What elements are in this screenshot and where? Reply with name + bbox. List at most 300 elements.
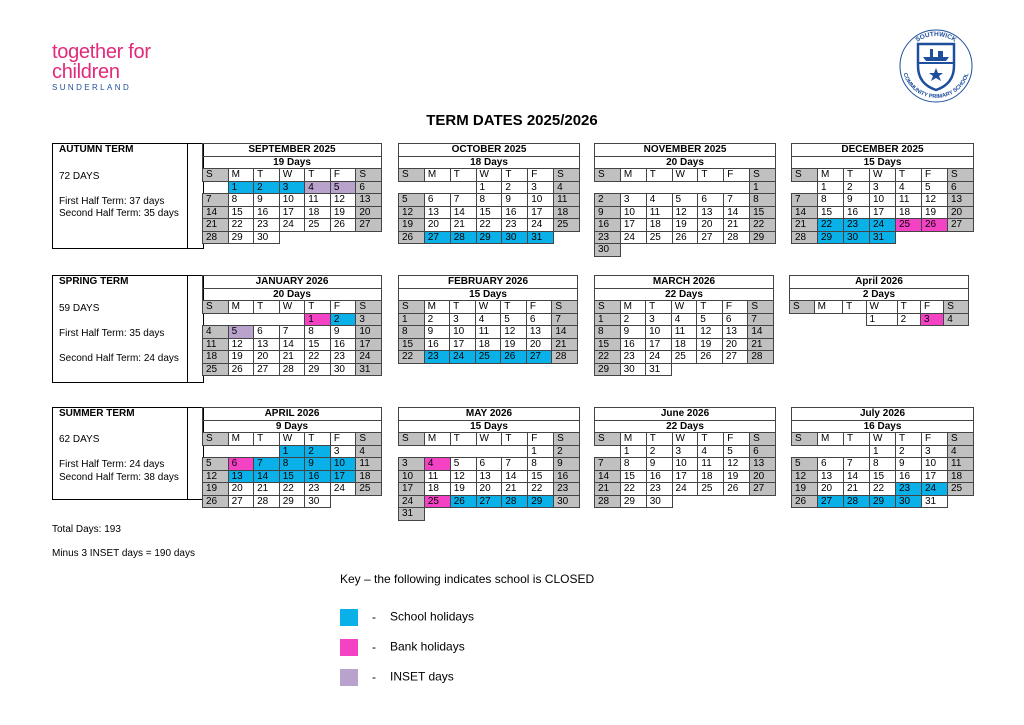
weekday-header: F [526,301,552,314]
day-cell: 27 [750,483,776,496]
day-cell: 27 [356,219,382,232]
day-cell: 2 [305,445,331,458]
weekday-header: M [818,433,844,446]
weekday-header: T [305,301,331,314]
term-total: 62 DAYS [59,434,100,445]
week-row [595,351,774,364]
week-row [792,483,974,496]
month-title-row [399,408,580,421]
week-row [790,313,969,326]
day-cell: 25 [475,351,501,364]
month-day-count: 15 Days [399,288,578,301]
day-cell: 30 [330,363,356,376]
week-row [203,483,382,496]
day-cell: 4 [896,181,922,194]
day-cell: 19 [450,483,476,496]
week-row [203,495,382,508]
day-cell: 8 [595,326,621,339]
day-cell: 1 [870,445,896,458]
day-cell: 18 [424,483,450,496]
day-cell: 30 [896,495,922,508]
day-cell: 5 [450,458,476,471]
day-cell: 6 [254,326,280,339]
month-title: OCTOBER 2025 [399,144,580,157]
weekday-header: T [698,433,724,446]
day-cell: 16 [330,338,356,351]
weekday-header: S [552,301,578,314]
month-day-count: 18 Days [399,156,580,169]
day-cell: 9 [330,326,356,339]
day-cell: 9 [646,458,672,471]
day-cell: 25 [948,483,974,496]
weekday-header-row [203,301,382,314]
day-cell: 15 [279,470,305,483]
weekday-header: S [595,301,621,314]
day-cell: 23 [554,483,580,496]
month-days-row [792,156,974,169]
crest-shield-icon [918,44,954,90]
term-second-half: Second Half Term: 35 days [59,208,179,219]
empty-cell [620,244,646,257]
day-cell: 3 [646,313,672,326]
day-cell: 17 [870,206,896,219]
month-title-row [595,276,774,289]
empty-cell [554,231,580,244]
summer-term-info [52,407,204,500]
day-cell: 23 [330,351,356,364]
day-cell: 14 [279,338,305,351]
week-row [399,338,578,351]
day-cell: 23 [254,219,280,232]
day-cell: 2 [897,313,920,326]
weekday-header: F [724,169,750,182]
day-cell: 9 [554,458,580,471]
weekday-header-row [399,301,578,314]
empty-cell [748,363,774,376]
weekday-header: S [595,169,621,182]
day-cell: 30 [646,495,672,508]
day-cell: 8 [870,458,896,471]
day-cell: 5 [203,458,229,471]
empty-cell [595,181,621,194]
month-title-row [203,408,382,421]
day-cell: 21 [450,219,476,232]
day-cell: 21 [748,338,774,351]
weekday-header: S [554,433,580,446]
weekday-header: S [356,169,382,182]
day-cell: 14 [254,470,280,483]
day-cell: 25 [646,231,672,244]
weekday-header: F [528,169,554,182]
day-cell: 7 [552,313,578,326]
weekday-header-row [595,301,774,314]
day-cell: 29 [750,231,776,244]
empty-cell [356,495,382,508]
day-cell: 9 [620,326,646,339]
day-cell: 11 [424,470,450,483]
month-day-count: 22 Days [595,288,774,301]
logo-text-children: children [52,61,120,83]
weekday-header-row [595,433,776,446]
week-row [399,483,580,496]
day-cell: 22 [620,483,646,496]
day-cell: 7 [254,458,280,471]
day-cell: 26 [399,231,425,244]
day-cell: 2 [896,445,922,458]
month-days-row [792,420,974,433]
day-cell: 18 [671,338,697,351]
day-cell: 19 [922,206,948,219]
day-cell: 13 [722,326,748,339]
weekday-header: F [922,169,948,182]
day-cell: 23 [305,483,331,496]
day-cell: 7 [595,458,621,471]
day-cell: 1 [818,181,844,194]
weekday-header: M [424,301,450,314]
month-days-row [595,156,776,169]
day-cell: 22 [528,483,554,496]
month-days-row [399,288,578,301]
day-cell: 3 [870,181,896,194]
day-cell: 3 [330,445,356,458]
weekday-header: T [896,433,922,446]
week-row [792,194,974,207]
empty-cell [698,495,724,508]
day-cell: 11 [896,194,922,207]
weekday-header: F [724,433,750,446]
day-cell: 26 [922,219,948,232]
calendar-april-2026 [202,407,382,508]
week-row [595,495,776,508]
day-cell: 23 [502,219,528,232]
day-cell: 28 [748,351,774,364]
day-cell: 21 [254,483,280,496]
day-cell: 12 [399,206,425,219]
day-cell: 10 [646,326,672,339]
weekday-header-row [203,169,382,182]
day-cell: 25 [671,351,697,364]
autumn-term-info [52,143,204,249]
day-cell: 6 [424,194,450,207]
week-row [792,206,974,219]
calendar-september-2025 [202,143,382,244]
term-first-half: First Half Term: 35 days [59,328,165,339]
logo-text-sunderland: SUNDERLAND [52,83,132,92]
day-cell: 18 [896,206,922,219]
empty-cell [671,363,697,376]
day-cell: 6 [948,181,974,194]
logo-text-2: ther [89,41,123,63]
weekday-header: W [866,301,897,314]
day-cell: 15 [399,338,425,351]
day-cell: 20 [356,206,382,219]
week-row [203,470,382,483]
day-cell: 22 [476,219,502,232]
day-cell: 7 [502,458,528,471]
day-cell: 8 [528,458,554,471]
day-cell: 30 [305,495,331,508]
day-cell: 26 [697,351,723,364]
weekday-header: F [922,433,948,446]
week-row [595,338,774,351]
day-cell: 6 [356,181,382,194]
weekday-header: S [203,301,229,314]
day-cell: 24 [399,495,425,508]
empty-cell [646,244,672,257]
month-day-count: 19 Days [203,156,382,169]
day-cell: 24 [620,231,646,244]
day-cell: 29 [870,495,896,508]
day-cell: 4 [554,181,580,194]
weekday-header: T [646,301,672,314]
empty-cell [843,313,866,326]
weekday-header: T [896,169,922,182]
term-first-half: First Half Term: 37 days [59,196,165,207]
month-title: NOVEMBER 2025 [595,144,776,157]
month-days-row [595,288,774,301]
day-cell: 14 [724,206,750,219]
week-row [399,231,580,244]
week-row [203,326,382,339]
week-row [399,326,578,339]
day-cell: 20 [526,338,552,351]
day-cell: 2 [646,445,672,458]
calendar-march-2026 [594,275,774,376]
day-cell: 20 [750,470,776,483]
day-cell: 31 [922,495,948,508]
day-cell: 21 [844,483,870,496]
day-cell: 6 [526,313,552,326]
month-title-row [595,408,776,421]
day-cell: 20 [722,338,748,351]
month-title: June 2026 [595,408,776,421]
weekday-header: T [698,169,724,182]
day-cell: 14 [203,206,229,219]
weekday-header: F [722,301,748,314]
day-cell: 16 [896,470,922,483]
day-cell: 14 [450,206,476,219]
weekday-header: T [305,169,331,182]
day-cell: 5 [330,181,356,194]
empty-cell [672,244,698,257]
month-days-row [399,156,580,169]
week-row [203,181,382,194]
weekday-header: W [279,169,305,182]
empty-cell [792,445,818,458]
key-dash: - [372,639,376,654]
day-cell: 20 [424,219,450,232]
day-cell: 26 [203,495,229,508]
month-title-row [792,144,974,157]
day-cell: 24 [870,219,896,232]
day-cell: 3 [922,445,948,458]
empty-cell [450,181,476,194]
empty-cell [750,244,776,257]
day-cell: 12 [228,338,254,351]
term-name: SUMMER TERM [59,408,135,419]
empty-cell [305,231,331,244]
week-row [399,219,580,232]
weekday-header: T [450,301,476,314]
weekday-header: T [254,301,280,314]
calendar-april-2026-spring [789,275,969,326]
weekday-header: T [254,169,280,182]
day-cell: 24 [330,483,356,496]
day-cell: 10 [279,194,305,207]
day-cell: 16 [502,206,528,219]
day-cell: 29 [305,363,331,376]
week-row [203,338,382,351]
day-cell: 11 [554,194,580,207]
day-cell: 9 [424,326,450,339]
weekday-header: S [944,301,969,314]
week-row [203,313,382,326]
day-cell: 17 [330,470,356,483]
month-days-row [203,156,382,169]
key-label: School holidays [390,609,475,624]
month-days-row [399,420,580,433]
day-cell: 10 [620,206,646,219]
day-cell: 28 [552,351,578,364]
day-cell: 31 [399,508,425,521]
empty-cell [922,231,948,244]
weekday-header: S [399,301,425,314]
day-cell: 16 [424,338,450,351]
day-cell: 4 [475,313,501,326]
weekday-header: S [748,301,774,314]
weekday-header: S [750,433,776,446]
day-cell: 27 [948,219,974,232]
day-cell: 14 [844,470,870,483]
week-row [792,231,974,244]
weekday-header: T [305,433,331,446]
month-title-row [399,144,580,157]
week-row [203,458,382,471]
day-cell: 10 [870,194,896,207]
day-cell: 24 [646,351,672,364]
day-cell: 11 [698,458,724,471]
day-cell: 28 [844,495,870,508]
day-cell: 21 [792,219,818,232]
week-row [595,483,776,496]
empty-cell [502,508,528,521]
day-cell: 31 [356,363,382,376]
weekday-header: M [228,301,254,314]
day-cell: 1 [228,181,254,194]
month-title: MARCH 2026 [595,276,774,289]
day-cell: 19 [724,470,750,483]
day-cell: 18 [948,470,974,483]
day-cell: 17 [450,338,476,351]
day-cell: 16 [254,206,280,219]
day-cell: 3 [920,313,943,326]
month-title: April 2026 [790,276,969,289]
day-cell: 27 [424,231,450,244]
weekday-header: M [620,301,646,314]
day-cell: 13 [526,326,552,339]
day-cell: 11 [305,194,331,207]
week-row [595,363,774,376]
day-cell: 3 [399,458,425,471]
minus-inset-days: Minus 3 INSET days = 190 days [52,548,195,559]
day-cell: 8 [620,458,646,471]
weekday-header-row [792,433,974,446]
term-second-half: Second Half Term: 24 days [59,353,179,364]
day-cell: 13 [698,206,724,219]
weekday-header: M [424,169,450,182]
empty-cell [790,313,815,326]
weekday-header-row [399,169,580,182]
month-title-row [792,408,974,421]
month-title: MAY 2026 [399,408,580,421]
weekday-header: M [620,169,646,182]
week-row [595,458,776,471]
week-row [203,231,382,244]
day-cell: 24 [672,483,698,496]
calendar-june-2026 [594,407,776,508]
week-row [792,495,974,508]
empty-cell [528,508,554,521]
day-cell: 10 [399,470,425,483]
day-cell: 4 [356,445,382,458]
day-cell: 7 [844,458,870,471]
empty-cell [424,508,450,521]
month-title-row [595,144,776,157]
day-cell: 8 [750,194,776,207]
month-day-count: 20 Days [595,156,776,169]
page-title: TERM DATES 2025/2026 [426,112,598,129]
day-cell: 22 [305,351,331,364]
weekday-header: W [671,301,697,314]
school-crest-logo [896,24,976,108]
day-cell: 25 [554,219,580,232]
day-cell: 12 [501,326,527,339]
day-cell: 28 [792,231,818,244]
day-cell: 25 [896,219,922,232]
weekday-header: S [595,433,621,446]
day-cell: 3 [620,194,646,207]
day-cell: 31 [646,363,672,376]
day-cell: 14 [748,326,774,339]
empty-cell [203,445,229,458]
day-cell: 24 [356,351,382,364]
day-cell: 8 [279,458,305,471]
inset-days-swatch [340,669,358,686]
day-cell: 13 [476,470,502,483]
empty-cell [896,231,922,244]
day-cell: 17 [620,219,646,232]
day-cell: 29 [279,495,305,508]
day-cell: 17 [279,206,305,219]
day-cell: 15 [228,206,254,219]
day-cell: 23 [595,231,621,244]
weekday-header: S [203,433,229,446]
day-cell: 27 [254,363,280,376]
empty-cell [722,363,748,376]
day-cell: 22 [279,483,305,496]
day-cell: 25 [305,219,331,232]
calendar-july-2026 [791,407,974,508]
empty-cell [203,313,229,326]
day-cell: 6 [228,458,254,471]
calendar-february-2026 [398,275,578,364]
weekday-header: T [646,169,672,182]
day-cell: 4 [948,445,974,458]
day-cell: 2 [330,313,356,326]
empty-cell [228,445,254,458]
day-cell: 19 [672,219,698,232]
empty-cell [228,313,254,326]
